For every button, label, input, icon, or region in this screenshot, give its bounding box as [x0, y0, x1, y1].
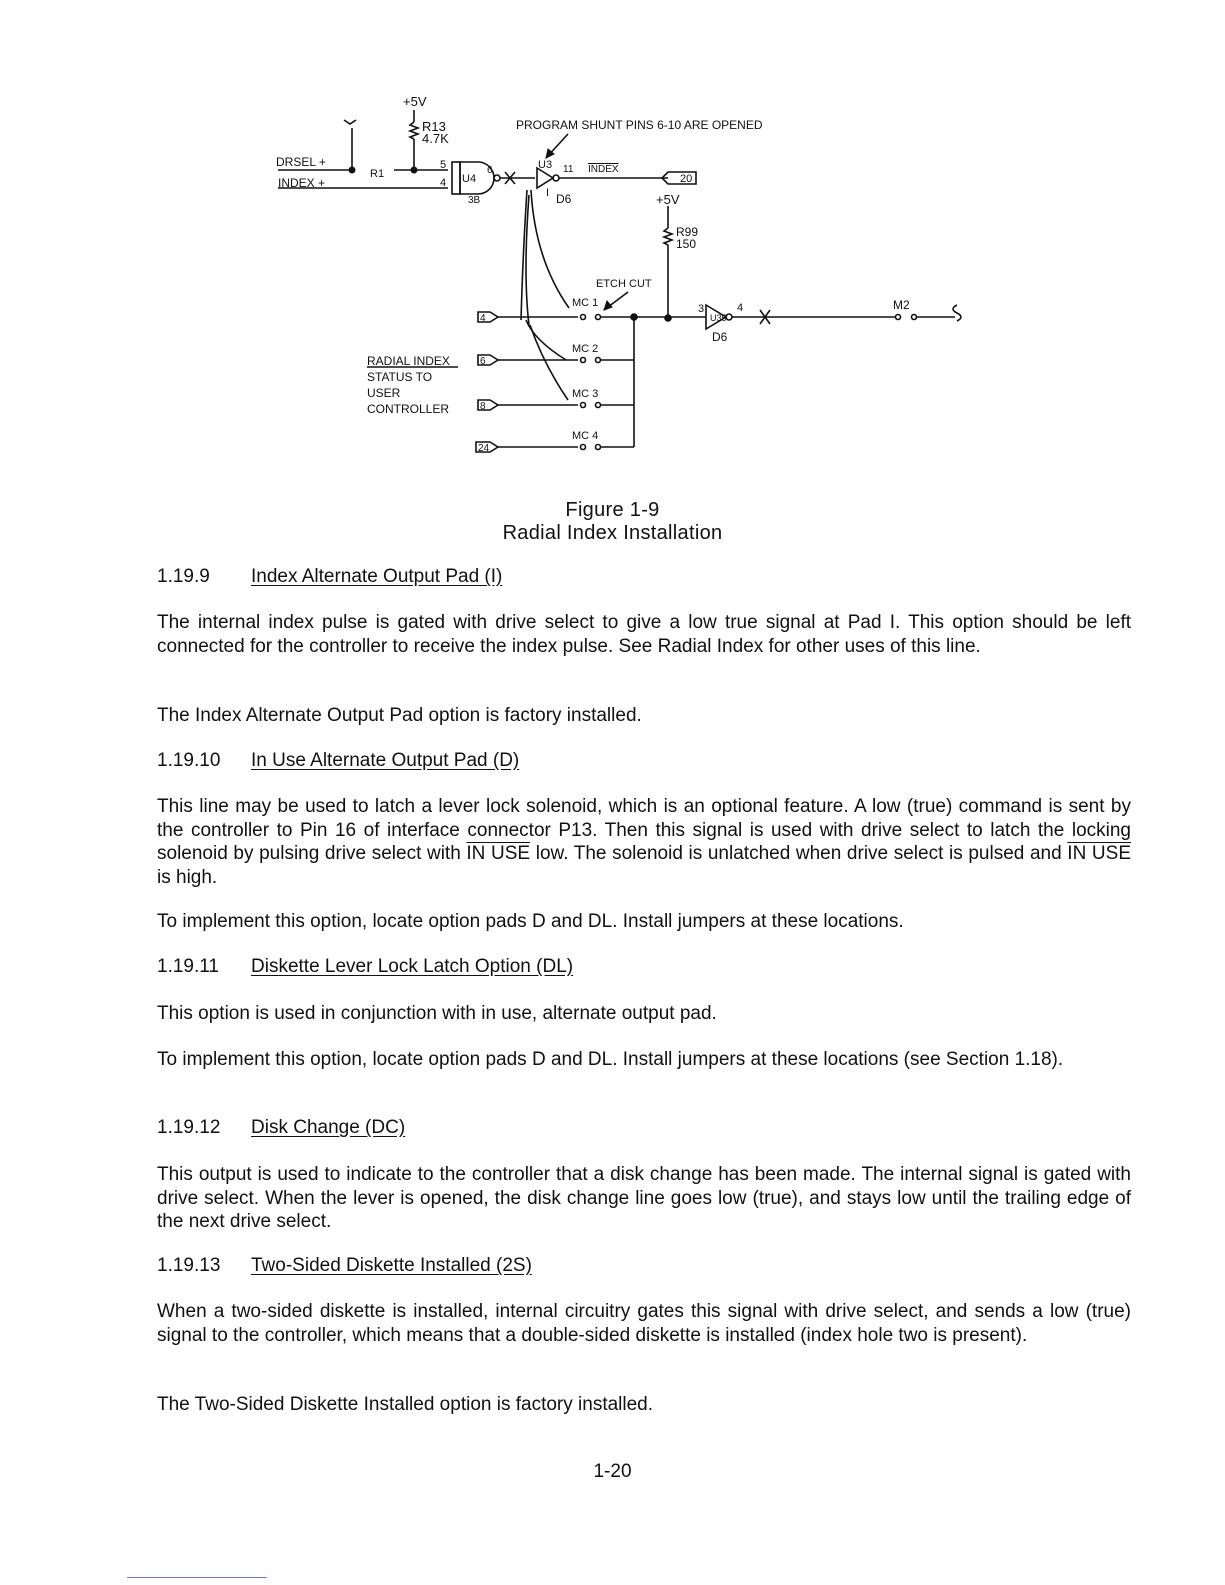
label-m2: M2 — [893, 298, 910, 312]
section-title: Diskette Lever Lock Latch Option (DL) — [251, 956, 574, 977]
label-pin-b: 6 — [480, 356, 486, 367]
label-pin20: 20 — [680, 173, 693, 185]
section-heading — [157, 956, 573, 978]
label-mc2: MC 2 — [572, 343, 599, 355]
section-number: 1.19.13 — [157, 1255, 221, 1276]
label-index-bar: INDEX — [588, 164, 619, 175]
label-pin-d: 24 — [478, 443, 490, 454]
label-i: I — [546, 187, 550, 199]
section-heading — [157, 1117, 405, 1139]
label-u4: U4 — [462, 173, 477, 185]
figure-title: Radial Index Installation — [502, 522, 723, 544]
section-title: Disk Change (DC) — [251, 1117, 406, 1138]
label-plus5v-top: +5V — [403, 94, 427, 109]
label-u35: U35 — [710, 313, 727, 323]
label-r99: R99 — [676, 225, 699, 239]
label-pin4: 4 — [440, 177, 447, 189]
label-radial-2: STATUS TO — [367, 370, 433, 384]
text-run: low. The solenoid is unlatched when drive select is pulsed and — [530, 843, 1068, 864]
label-pin3: 3 — [698, 303, 705, 315]
label-radial-1: RADIAL INDEX — [367, 354, 450, 368]
paragraph: This output is used to indicate to the controller that a disk change has been made. The internal signal is gated with drive select. When the lever is opened, the disk change line goes low (true), and stays low until the trailing edge of the next drive select. — [157, 1164, 1131, 1232]
label-pin-c: 8 — [480, 401, 486, 412]
section-heading — [157, 1255, 532, 1277]
section-number: 1.19.12 — [157, 1117, 221, 1138]
section-title: Index Alternate Output Pad (I) — [251, 566, 503, 587]
text-run: is high. — [157, 866, 218, 888]
label-r99-value: 150 — [676, 237, 697, 251]
paragraph: To implement this option, locate option pads D and DL. Install jumpers at these locations. — [157, 911, 904, 932]
paragraph: To implement this option, locate option pads D and DL. Install jumpers at these locations (see Section 1.18). — [157, 1049, 1064, 1070]
label-r13-value: 4.7K — [422, 131, 449, 146]
section-number: 1.19.10 — [157, 750, 221, 771]
section-heading — [157, 750, 519, 772]
label-pin5: 5 — [440, 159, 447, 171]
radial-index-schematic — [0, 0, 1225, 480]
section-title: Two-Sided Diskette Installed (2S) — [251, 1255, 532, 1276]
in-use-signal: IN USE — [466, 843, 531, 864]
text-run: This line may be used to latch a lever lock solenoid, which is an optional feature. A low (true) command is sent by the controller to Pin 16 of interface connector P13. Then this signal is used with drive select to latch the locking solenoid by pulsing drive select with — [157, 796, 1131, 864]
label-r1: R1 — [370, 168, 385, 180]
section-number: 1.19.11 — [157, 956, 219, 977]
section-heading — [157, 566, 502, 588]
label-pin4b: 4 — [737, 302, 744, 314]
label-shunt-note: PROGRAM SHUNT PINS 6-10 ARE OPENED — [516, 118, 763, 132]
label-u4-loc: 3B — [468, 195, 481, 206]
section-title: In Use Alternate Output Pad (D) — [251, 750, 520, 771]
section-number: 1.19.9 — [157, 566, 210, 587]
label-mc1: MC 1 — [572, 297, 599, 309]
page-number: 1-20 — [593, 1461, 632, 1482]
label-etch-cut: ETCH CUT — [596, 278, 652, 290]
label-drsel: DRSEL + — [276, 155, 326, 169]
label-u3: U3 — [538, 159, 553, 171]
scan-edge-line — [127, 1577, 267, 1578]
label-mc4: MC 4 — [572, 430, 599, 442]
label-mc3: MC 3 — [572, 388, 599, 400]
label-radial-3: USER — [367, 386, 401, 400]
paragraph: The internal index pulse is gated with drive select to give a low true signal at Pad I. This option should be left connected for the controller to receive the index pulse. See Radial Index for other uses of this line. — [157, 612, 1131, 657]
figure-number: Figure 1-9 — [565, 499, 660, 521]
label-d6: D6 — [556, 192, 572, 206]
paragraph: When a two-sided diskette is installed, internal circuitry gates this signal with drive select, and sends a low (true) signal to the controller, which means that a double-sided diskette is installed (index hole two is present). — [157, 1301, 1131, 1346]
paragraph — [157, 795, 1131, 889]
label-radial-4: CONTROLLER — [367, 402, 450, 416]
label-pin-a: 4 — [480, 313, 486, 324]
in-use-signal: IN USE — [1067, 843, 1131, 864]
paragraph: The Two-Sided Diskette Installed option is factory installed. — [157, 1394, 654, 1415]
label-u35-loc: D6 — [712, 330, 728, 344]
label-plus5v-mid: +5V — [656, 192, 680, 207]
paragraph: The Index Alternate Output Pad option is factory installed. — [157, 705, 642, 726]
label-r13: R13 — [422, 119, 446, 134]
label-pin11: 11 — [563, 164, 574, 175]
label-index-plus: INDEX + — [278, 176, 326, 190]
paragraph: This option is used in conjunction with in use, alternate output pad. — [157, 1003, 717, 1024]
label-pin6: 6 — [487, 165, 493, 176]
